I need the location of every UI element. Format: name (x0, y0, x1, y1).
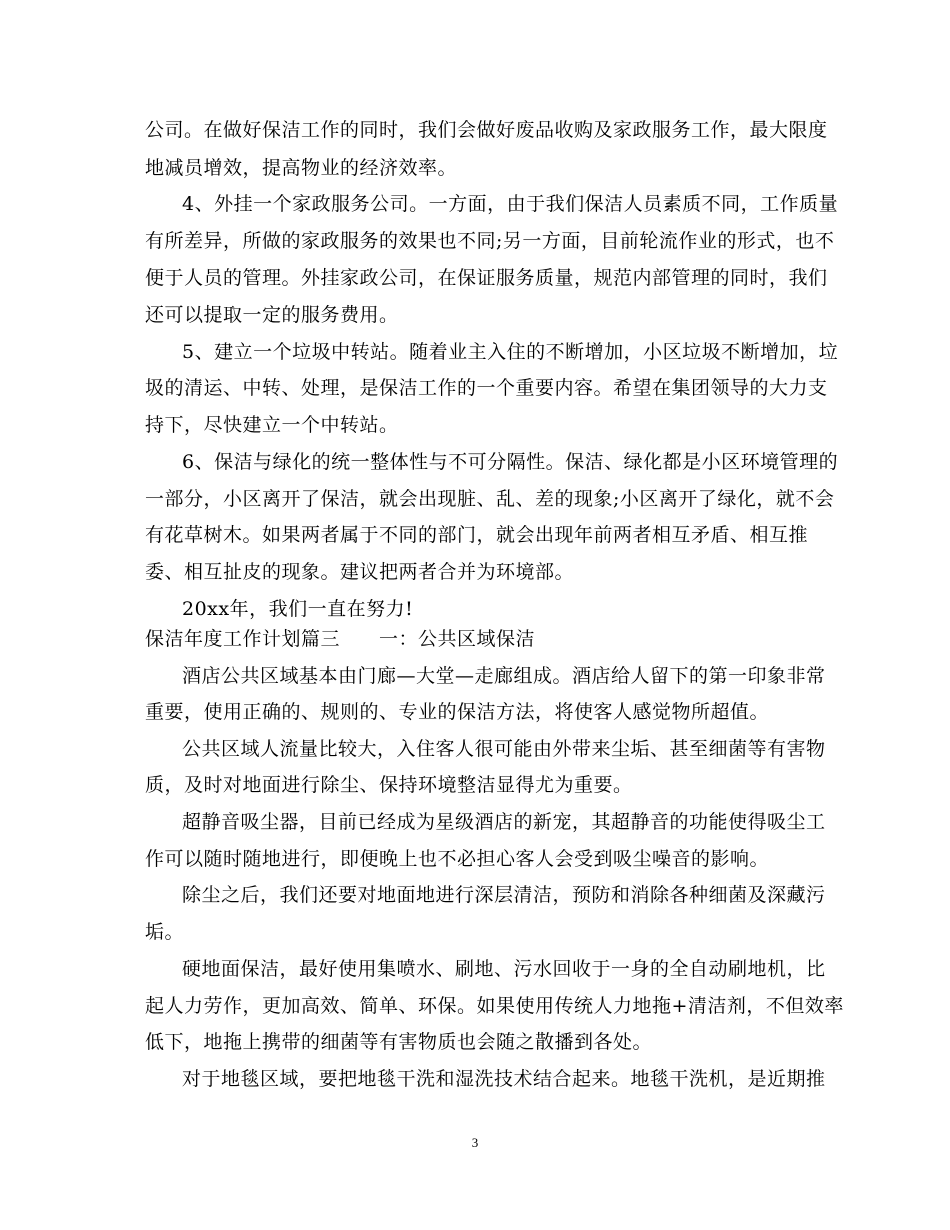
text-line: 质，及时对地面进行除尘、保持环境整洁显得尤为重要。 (145, 774, 633, 796)
text-line: 作可以随时随地进行，即便晚上也不必担心客人会受到吸尘噪音的影响。 (145, 848, 770, 870)
text-line: 公司。在做好保洁工作的同时，我们会做好废品收购及家政服务工作，最大限度 (145, 119, 828, 141)
text-line: 4、外挂一个家政服务公司。一方面，由于我们保洁人员素质不同，工作质量 (182, 193, 839, 215)
text-line: 酒店公共区域基本由门廊—大堂—走廊组成。酒店给人留下的第一印象非常 (182, 665, 826, 687)
text-line: 公共区域人流量比较大，入住客人很可能由外带来尘垢、甚至细菌等有害物 (182, 738, 826, 760)
text-line: 对于地毯区域，要把地毯干洗和湿洗技术结合起来。地毯干洗机，是近期推 (182, 1068, 826, 1090)
text-line: 除尘之后，我们还要对地面地进行深层清洁，预防和消除各种细菌及深藏污 (182, 884, 826, 906)
text-line: 硬地面保洁，最好使用集喷水、刷地、污水回收于一身的全自动刷地机，比 (182, 958, 826, 980)
text-line: 超静音吸尘器，目前已经成为星级酒店的新宠，其超静音的功能使得吸尘工 (182, 811, 826, 833)
section-heading: 保洁年度工作计划篇三 一：公共区域保洁 (145, 628, 536, 650)
text-line: 5、建立一个垃圾中转站。随着业主入住的不断增加，小区垃圾不断增加，垃 (182, 341, 839, 363)
text-line: 有花草树木。如果两者属于不同的部门，就会出现年前两者相互矛盾、相互推 (145, 524, 809, 546)
text-line: 起人力劳作，更加高效、简单、环保。如果使用传统人力地拖+清洁剂，不但效率 (145, 995, 844, 1017)
text-line: 低下，地拖上携带的细菌等有害物质也会随之散播到各处。 (145, 1031, 653, 1053)
text-line: 地减员增效，提高物业的经济效率。 (145, 157, 458, 179)
text-line: 委、相互扯皮的现象。建议把两者合并为环境部。 (145, 561, 575, 583)
text-line: 垢。 (145, 921, 185, 943)
text-line: 还可以提取一定的服务费用。 (145, 304, 399, 326)
page-number: 3 (471, 1135, 479, 1150)
text-line: 有所差异，所做的家政服务的效果也不同;另一方面，目前轮流作业的形式，也不 (145, 230, 835, 252)
text-line: 重要，使用正确的、规则的、专业的保洁方法，将使客人感觉物所超值。 (145, 701, 770, 723)
text-line: 6、保洁与绿化的统一整体性与不可分隔性。保洁、绿化都是小区环境管理的 (182, 451, 839, 473)
text-line: 持下，尽快建立一个中转站。 (145, 414, 399, 436)
text-line: 便于人员的管理。外挂家政公司，在保证服务质量，规范内部管理的同时，我们 (145, 267, 828, 289)
text-line: 一部分，小区离开了保洁，就会出现脏、乱、差的现象;小区离开了绿化，就不会 (145, 488, 835, 510)
text-line: 20xx年，我们一直在努力! (182, 598, 414, 620)
text-line: 圾的清运、中转、处理，是保洁工作的一个重要内容。希望在集团领导的大力支 (145, 377, 828, 399)
